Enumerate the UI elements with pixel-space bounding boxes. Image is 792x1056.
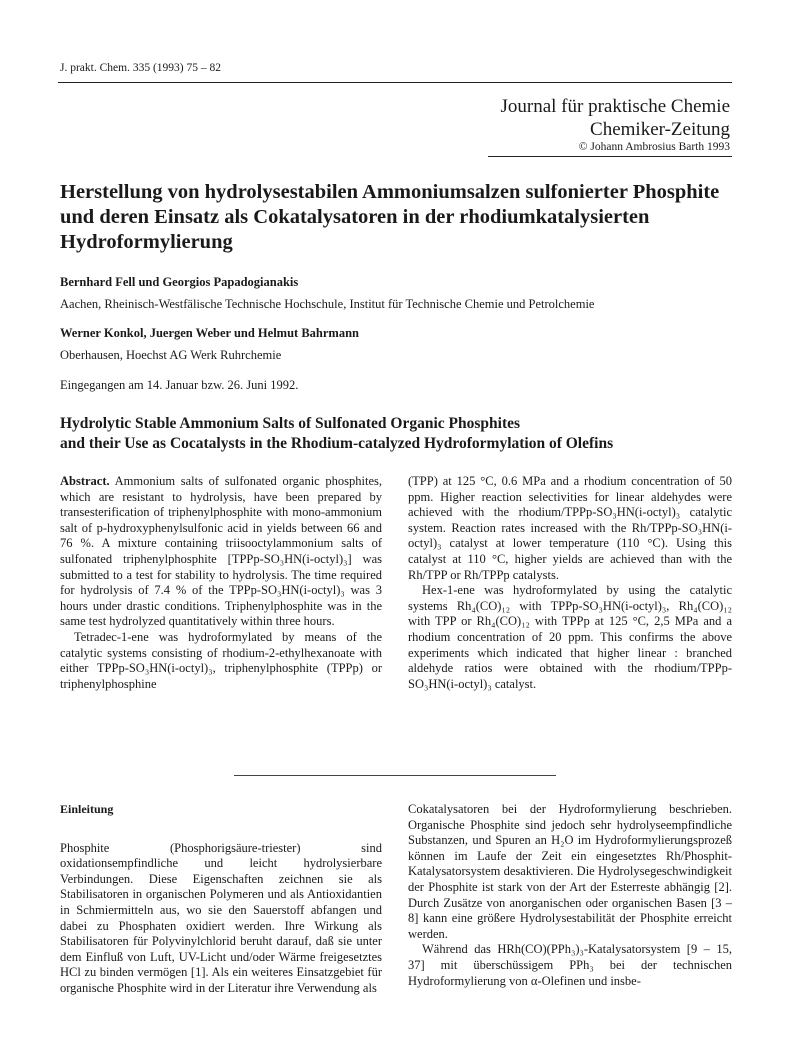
journal-name-block bbox=[500, 95, 730, 141]
abstract-left-column bbox=[60, 474, 382, 692]
received-date: Eingegangen am 14. Januar bzw. 26. Juni 1992. bbox=[60, 378, 299, 392]
body-paragraph: Phosphite (Phosphorigsäure-triester) sind oxidationsempfindliche und leicht hydrolysierbare Verbindungen. Diese Eigenschaften zeichnen sie als Stabilisatoren in organischen Polymeren und als Antioxidantien in Schmiermitteln aus, wo sie den Sauerstoff abfangen und dabei zu Phosphaten oxidiert werden. Ihre Wirkung als Stabilisatoren für Polyvinylchlorid beruht darauf, daß sie unter dem Einfluß von Luft, UV-Licht und/oder Wärme freigesetztes HCl zu binden vermögen [1]. Als ein weiteres Einsatzgebiet für organische Phosphite wird in der Literatur ihre Verwendung als bbox=[60, 840, 382, 995]
abstract-label: Abstract. bbox=[60, 474, 110, 488]
title-line: Hydrolytic Stable Ammonium Salts of Sulfonated Organic Phosphites bbox=[60, 415, 521, 432]
body-paragraph: Während das HRh(CO)(PPh₃)₃-Katalysatorsystem [9 – 15, 37] mit überschüssigem PPh₃ bei der technischen Hydroformylierung von α-Olefinen und insbe- bbox=[408, 942, 732, 988]
abstract-paragraph: Tetradec-1-ene was hydroformylated by means of the catalytic systems consisting of rhodium-2-ethylhexanoate with either TPPp-SO₃HN(i-octyl)₃, triphenylphosphite (TPPp) or triphenylphosphine bbox=[60, 629, 382, 691]
journal-subname: Chemiker-Zeitung bbox=[590, 119, 730, 140]
abstract-text: Ammonium salts of sulfonated organic phosphites, which are resistant to hydrolysis, have been prepared by transesterification of triphenylphosphite with mono-ammonium salt of p-hydroxyphenylsulfonic acid in yields between 66 and 76 %. A mixture containing triisooctylammonium salts of sulfonated triphenylphosphite [TPPp-SO₃HN(i-octyl)₃] was submitted to a test for stability to hydrolysis. The time required for hydrolysis of 7.4 % of the TPPp-SO₃HN(i-octyl)₃ was 3 hours under drastic conditions. Triphenylphosphite was in the same test hydrolyzed quantitatively within three hours. bbox=[60, 474, 383, 629]
abstract-paragraph bbox=[60, 474, 382, 630]
affiliation: Oberhausen, Hoechst AG Werk Ruhrchemie bbox=[60, 348, 282, 362]
title-line: and their Use as Cocatalysts in the Rhodium-catalyzed Hydroformylation of Olefins bbox=[60, 435, 614, 452]
abstract-paragraph: Hex-1-ene was hydroformylated by using the catalytic systems Rh₄(CO)₁₂ with TPPp-SO₃HN(i-octyl)₃, Rh₄(CO)₁₂ with TPP or Rh₄(CO)₁₂ with TPPp at 125 °C, 2,5 MPa and a rhodium concentration of 20 ppm. This confirms the above experiments which indicated that higher linear : branched aldehyde ratios were obtained with the rhodium/TPPp-SO₃HN(i-octyl)₃ catalyst. bbox=[408, 583, 732, 691]
affiliation: Aachen, Rheinisch-Westfälische Technische Hochschule, Institut für Technische Chemie und Petrolchemie bbox=[60, 297, 595, 311]
section-heading: Einleitung bbox=[60, 802, 114, 816]
title-line: Hydroformylierung bbox=[60, 231, 233, 253]
intro-right-column bbox=[408, 802, 732, 989]
abstract-paragraph: (TPP) at 125 °C, 0.6 MPa and a rhodium concentration of 50 ppm. Higher reaction selectivities for linear aldehydes were achieved with the rhodium/TPPp-SO₃HN(i-octyl)₃ catalytic system. Reaction rates increased with the Rh/TPPp-SO₃HN(i-octyl)₃ catalyst at lower temperature (110 °C). Using this catalyst at 110 °C, higher yields are achieved than with the Rh/TPP or Rh/TPPp catalysts. bbox=[408, 474, 732, 582]
abstract-right-column bbox=[408, 474, 732, 692]
top-rule bbox=[58, 82, 732, 83]
journal-citation: J. prakt. Chem. 335 (1993) 75 – 82 bbox=[60, 62, 221, 74]
section-divider bbox=[234, 775, 556, 776]
title-line: Herstellung von hydrolysestabilen Ammoniumsalzen sulfonierter Phosphite bbox=[60, 181, 720, 203]
author-group: Bernhard Fell und Georgios Papadogianakis bbox=[60, 275, 299, 289]
intro-left-column bbox=[60, 802, 382, 997]
journal-rule bbox=[488, 156, 732, 157]
article-title-german bbox=[60, 180, 740, 255]
author-group: Werner Konkol, Juergen Weber und Helmut Bahrmann bbox=[60, 326, 359, 340]
journal-name: Journal für praktische Chemie bbox=[500, 96, 730, 117]
title-line: und deren Einsatz als Cokatalysatoren in der rhodiumkatalysierten bbox=[60, 206, 650, 228]
body-paragraph: Cokatalysatoren bei der Hydroformylierung beschrieben. Organische Phosphite sind jedoch sehr hydrolyseempfindliche Substanzen, und Spuren an H₂O im Hydroformylierungsprozeß können im Laufe der Zeit ein eingesetztes Rh/Phosphit-Katalysatorsystem desaktivieren. Die Hydrolysegeschwindigkeit der Phosphite ist stark von der Art der Esterreste abhängig [2]. Durch Zusätze von anorganischen oder organischen Basen [3 – 8] kann eine größere Hydrolysestabilität der Phosphite erreicht werden. bbox=[408, 802, 732, 941]
copyright-notice: © Johann Ambrosius Barth 1993 bbox=[578, 141, 730, 153]
article-title-english bbox=[60, 414, 750, 454]
